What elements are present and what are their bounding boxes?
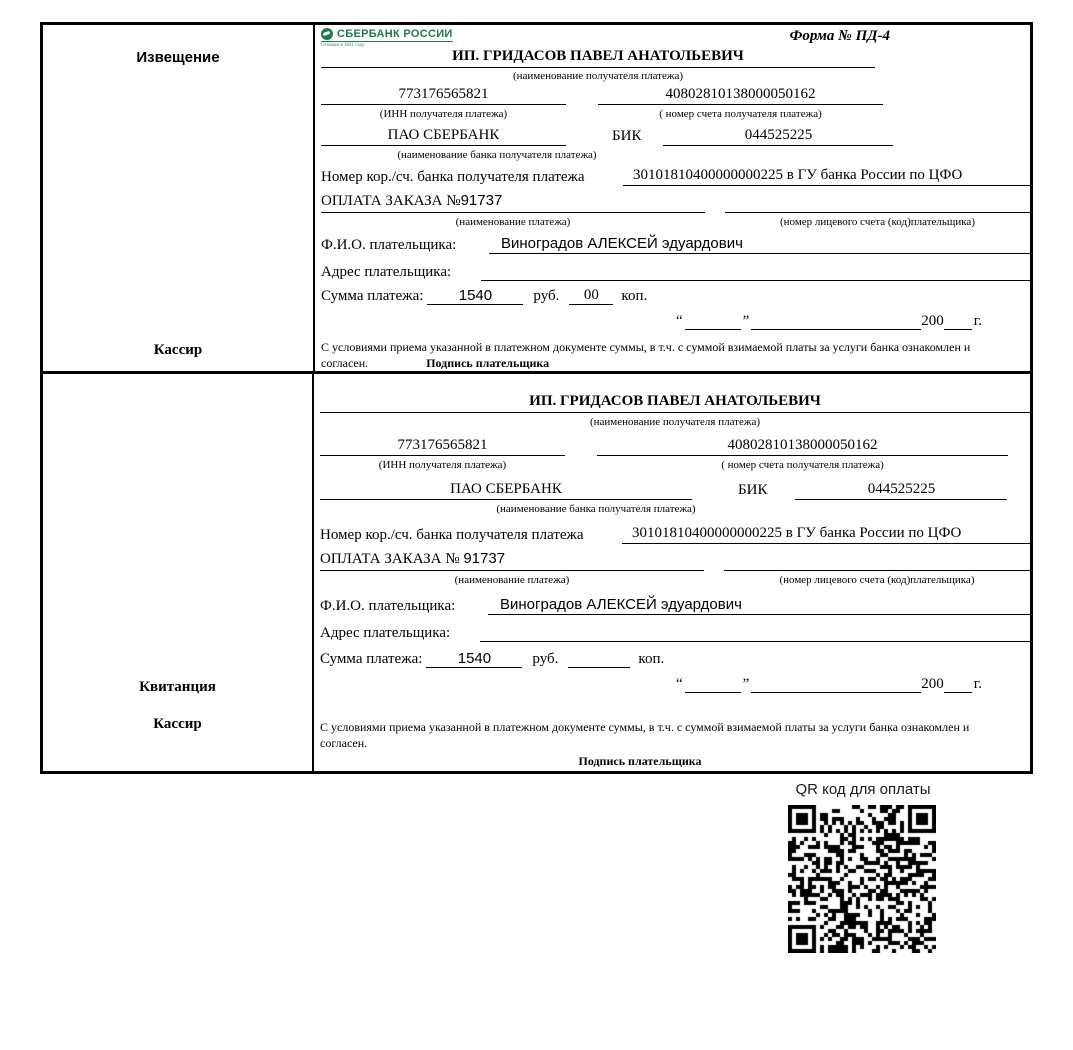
kop-value: [568, 648, 630, 668]
personal-account-field: [724, 551, 1030, 571]
quote-close: ”: [742, 676, 750, 692]
receipt-section: [43, 374, 1030, 771]
receipt-section-label: Квитанция: [139, 679, 216, 695]
personal-account-field: [725, 193, 1030, 213]
account-value: 40802810138000050162: [597, 437, 1008, 456]
sberbank-tagline: Основан в 1841 году: [321, 43, 365, 48]
account-caption: ( номер счета получателя платежа): [659, 108, 822, 121]
signature-label: Подпись плательщика: [426, 355, 550, 370]
bik-value: 044525225: [663, 127, 893, 146]
payer-address-value: [480, 622, 1030, 642]
bik-label: БИК: [738, 482, 768, 498]
cashier-label: Кассир: [153, 716, 202, 732]
inn-value: 773176565821: [320, 437, 565, 456]
sum-value: 1540: [426, 650, 522, 668]
kop-value: 00: [569, 287, 613, 305]
payer-fio-value: Виноградов АЛЕКСЕЙ эдуардович: [489, 235, 1030, 254]
recipient-caption: (наименование получателя платежа): [512, 70, 684, 82]
agreement-text: [321, 339, 1013, 371]
corr-account-value: 30101810400000000225 в ГУ банка России по ЦФО: [623, 167, 1030, 186]
qr-code: [788, 805, 936, 953]
personal-account-caption: (номер лицевого счета (код)плательщика): [780, 215, 975, 228]
recipient-name: ИП. ГРИДАСОВ ПАВЕЛ АНАТОЛЬЕВИЧ: [320, 393, 1030, 413]
year-suffix: г.: [973, 676, 982, 692]
sberbank-emblem-icon: [321, 28, 333, 40]
payer-address-label: Адрес плательщика:: [321, 263, 452, 280]
signature-label: Подпись плательщика: [578, 754, 702, 769]
date-month-field: [751, 329, 921, 330]
quote-close: ”: [742, 312, 750, 329]
cashier-label: Кассир: [153, 342, 203, 358]
payer-fio-label: Ф.И.О. плательщика:: [321, 236, 457, 253]
corr-account-value: 30101810400000000225 в ГУ банка России по ЦФО: [622, 525, 1030, 544]
quote-open: “: [675, 312, 683, 329]
inn-caption: (ИНН получателя платежа): [378, 459, 507, 471]
payment-name-caption: (наименование платежа): [454, 574, 570, 586]
inn-caption: (ИНН получателя платежа): [379, 108, 508, 121]
receipt-left-cell: [43, 374, 314, 771]
bank-caption: (наименование банка получателя платежа): [397, 148, 597, 161]
order-label: ОПЛАТА ЗАКАЗА №: [321, 192, 461, 209]
payer-fio-label: Ф.И.О. плательщика:: [320, 598, 456, 614]
personal-account-caption: (номер лицевого счета (код)плательщика): [779, 574, 975, 586]
date-month-field: [751, 692, 921, 693]
qr-block: [788, 781, 938, 953]
date-line: [320, 676, 982, 693]
year-suffix: г.: [973, 312, 982, 329]
corr-account-label: Номер кор./сч. банка получателя платежа: [321, 168, 585, 185]
notice-section-label: Извещение: [136, 49, 220, 66]
date-day-field: [685, 329, 741, 330]
sum-value: 1540: [427, 287, 523, 305]
bik-label: БИК: [612, 127, 642, 144]
payment-purpose-field: [320, 550, 704, 571]
inn-value: 773176565821: [321, 86, 566, 105]
payer-address-label: Адрес плательщика:: [320, 625, 451, 641]
payment-purpose-field: [321, 192, 705, 213]
sum-label: Сумма платежа:: [321, 287, 424, 304]
agreement-sentence: С условиями приема указанной в платежном документе суммы, в т.ч. с суммой взимаемой платы за услуги банка ознакомлен и согласен.: [321, 339, 971, 370]
year-prefix: 200: [921, 676, 944, 692]
qr-label: QR код для оплаты: [795, 781, 931, 798]
notice-left-cell: [43, 25, 315, 371]
date-line: [321, 313, 982, 330]
recipient-name: ИП. ГРИДАСОВ ПАВЕЛ АНАТОЛЬЕВИЧ: [321, 48, 875, 68]
sberbank-brand-text: СБЕРБАНК РОССИИ: [337, 28, 453, 40]
date-year-field: [944, 329, 972, 330]
recipient-caption: (наименование получателя платежа): [589, 416, 761, 428]
bank-name-value: ПАО СБЕРБАНК: [320, 481, 692, 500]
kop-label: коп.: [621, 287, 648, 304]
notice-body: [315, 25, 1030, 371]
bank-caption: (наименование банка получателя платежа): [496, 503, 696, 515]
payer-fio-value: Виноградов АЛЕКСЕЙ эдуардович: [488, 596, 1030, 615]
order-label: ОПЛАТА ЗАКАЗА №: [320, 551, 460, 567]
kop-label: коп.: [638, 651, 665, 667]
order-number: 91737: [463, 550, 506, 567]
year-prefix: 200: [921, 312, 944, 329]
payment-name-caption: (наименование платежа): [455, 215, 571, 228]
receipt-body: [314, 374, 1030, 771]
account-caption: ( номер счета получателя платежа): [721, 459, 884, 471]
bank-name-value: ПАО СБЕРБАНК: [321, 127, 566, 146]
date-day-field: [685, 692, 741, 693]
date-year-field: [944, 692, 972, 693]
corr-account-label: Номер кор./сч. банка получателя платежа: [320, 527, 584, 543]
sberbank-logo: [321, 28, 453, 48]
bik-value: 044525225: [795, 481, 1007, 500]
account-value: 40802810138000050162: [598, 86, 883, 105]
rub-label: руб.: [533, 287, 560, 304]
payer-address-value: [481, 261, 1030, 281]
agreement-text: С условиями приема указанной в платежном документе суммы, в т.ч. с суммой взимаемой платы за услуги банка ознакомлен и согласен.: [320, 720, 970, 751]
quote-open: “: [675, 676, 683, 692]
notice-section: [43, 25, 1030, 374]
order-number: 91737: [460, 191, 503, 209]
sum-label: Сумма платежа:: [320, 651, 423, 667]
rub-label: руб.: [532, 651, 559, 667]
pd4-document: [40, 22, 1033, 774]
form-number-label: Форма № ПД-4: [789, 28, 890, 44]
